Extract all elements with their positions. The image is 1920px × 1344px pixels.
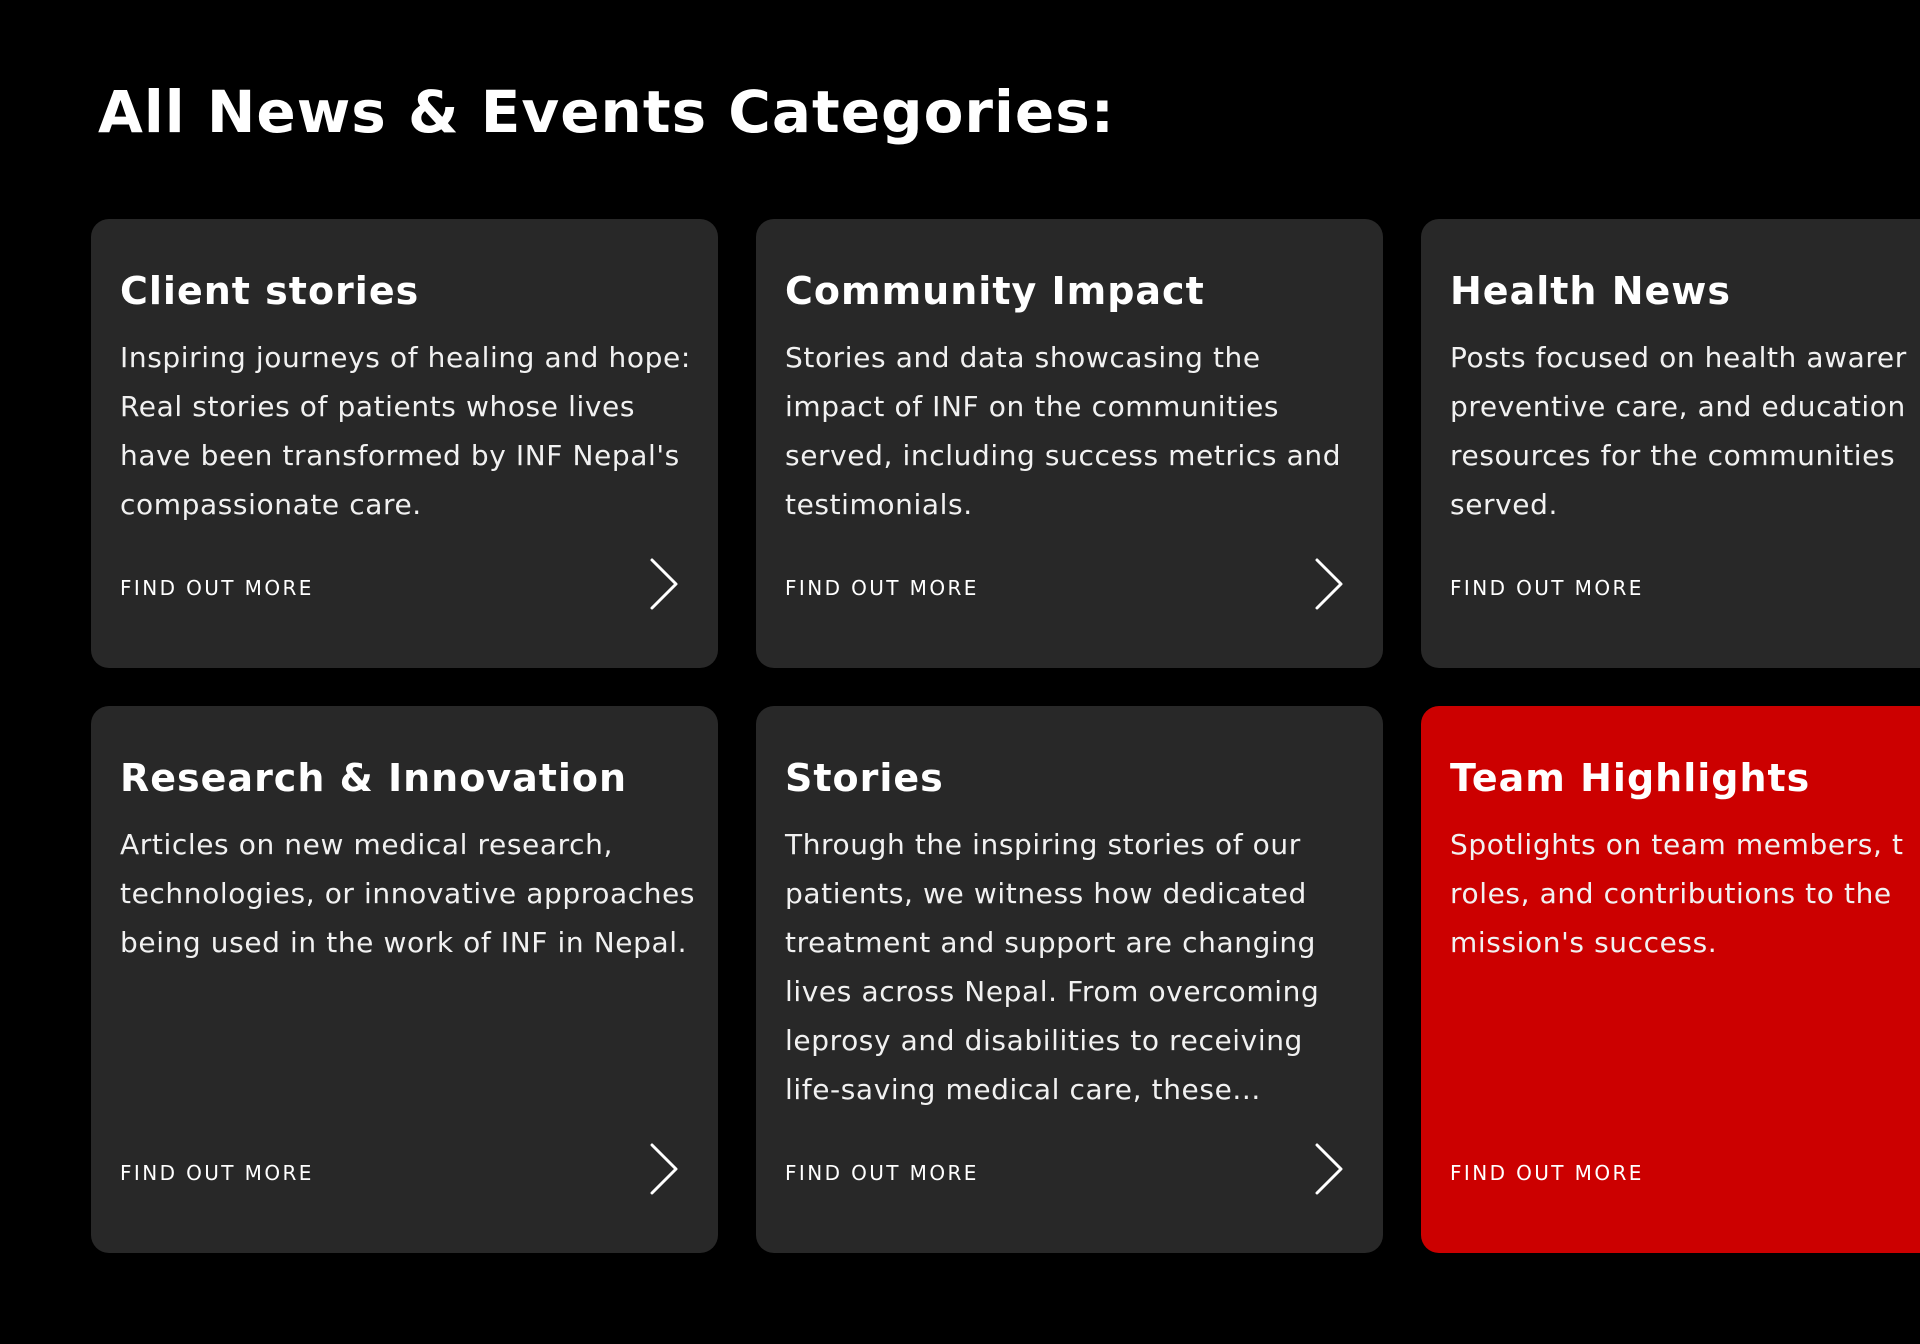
category-card-health-news[interactable] xyxy=(1421,219,1920,668)
card-footer xyxy=(120,1141,680,1201)
card-description: Inspiring journeys of healing and hope: Real stories of patients whose lives have been transformed by INF Nepal's compassionate care. xyxy=(120,341,691,521)
category-card-team-highlights[interactable] xyxy=(1421,706,1920,1253)
chevron-right-icon[interactable] xyxy=(1313,556,1345,612)
card-title: Stories xyxy=(785,756,944,800)
card-description-line: Spotlights on team members, t xyxy=(1450,828,1904,861)
find-out-more-link[interactable]: FIND OUT MORE xyxy=(785,1161,979,1185)
card-description xyxy=(1450,820,1920,967)
card-footer xyxy=(120,556,680,616)
chevron-right-icon[interactable] xyxy=(1313,1141,1345,1197)
chevron-right-icon[interactable] xyxy=(648,556,680,612)
card-footer xyxy=(785,556,1345,616)
find-out-more-link[interactable]: FIND OUT MORE xyxy=(120,1161,314,1185)
card-description-line: served. xyxy=(1450,488,1558,521)
find-out-more-link[interactable]: FIND OUT MORE xyxy=(785,576,979,600)
category-card-client-stories[interactable] xyxy=(91,219,718,668)
card-title: Team Highlights xyxy=(1450,756,1811,800)
find-out-more-link[interactable]: FIND OUT MORE xyxy=(1450,576,1644,600)
card-description: Through the inspiring stories of our patients, we witness how dedicated treatment and support are changing lives across Nepal. From overcoming leprosy and disabilities to receiving life-saving medical care, these... xyxy=(785,828,1320,1106)
category-card-community-impact[interactable] xyxy=(756,219,1383,668)
card-title: Community Impact xyxy=(785,269,1205,313)
card-description-line: Posts focused on health awarer xyxy=(1450,341,1907,374)
find-out-more-link[interactable]: FIND OUT MORE xyxy=(120,576,314,600)
category-card-stories[interactable] xyxy=(756,706,1383,1253)
card-footer xyxy=(785,1141,1345,1201)
card-description: Stories and data showcasing the impact of INF on the communities served, including success metrics and testimonials. xyxy=(785,341,1342,521)
card-footer xyxy=(1450,1141,1920,1201)
card-footer xyxy=(1450,556,1920,616)
card-description-line: resources for the communities xyxy=(1450,439,1896,472)
card-description-line: mission's success. xyxy=(1450,926,1718,959)
card-title: Client stories xyxy=(120,269,420,313)
category-card-research-innovation[interactable] xyxy=(91,706,718,1253)
card-description: Articles on new medical research, technologies, or innovative approaches being used in the work of INF in Nepal. xyxy=(120,828,696,959)
page-title: All News & Events Categories: xyxy=(98,78,1115,146)
card-description-line: preventive care, and education xyxy=(1450,390,1906,423)
card-title: Health News xyxy=(1450,269,1731,313)
card-description xyxy=(1450,333,1920,529)
card-description-line: roles, and contributions to the xyxy=(1450,877,1892,910)
card-title: Research & Innovation xyxy=(120,756,628,800)
chevron-right-icon[interactable] xyxy=(648,1141,680,1197)
find-out-more-link[interactable]: FIND OUT MORE xyxy=(1450,1161,1644,1185)
